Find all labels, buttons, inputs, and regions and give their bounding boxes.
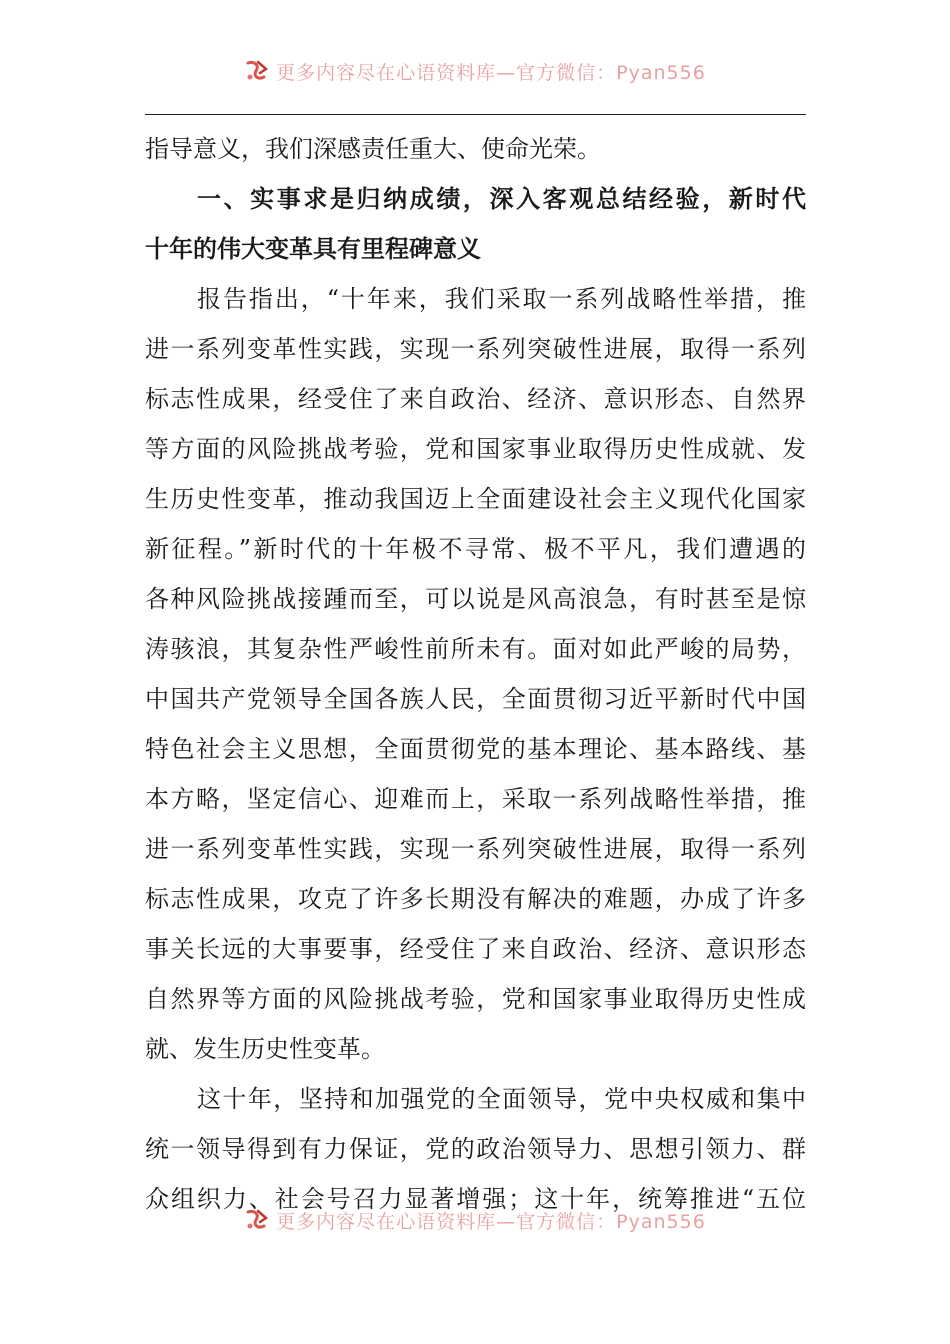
watermark-footer [0,1205,950,1235]
paragraph-line: 特色社会主义思想，全面贯彻党的基本理论、基本路线、基 [145,735,806,763]
paragraph-line: 中国共产党领导全国各族人民，全面贯彻习近平新时代中国 [145,685,806,713]
paragraph-line: 标志性成果，攻克了许多长期没有解决的难题，办成了许多 [145,885,806,913]
paragraph-line: 这十年，坚持和加强党的全面领导，党中央权威和集中 [197,1085,806,1113]
paragraph-line: 涛骇浪，其复杂性严峻性前所未有。面对如此严峻的局势， [145,635,806,663]
paragraph-line: 各种风险挑战接踵而至，可以说是风高浪急，有时甚至是惊 [145,585,806,613]
document-body [145,124,806,1224]
watermark-text: 更多内容尽在心语资料库—官方微信：Pyan556 [276,1210,706,1233]
watermark-header [0,56,950,86]
seal-logo-icon [244,59,272,83]
paragraph-line: 进一系列变革性实践，实现一系列突破性进展，取得一系列 [145,835,806,863]
paragraph-line: 新征程。”新时代的十年极不寻常、极不平凡，我们遭遇的 [145,535,806,563]
paragraph-line: 进一系列变革性实践，实现一系列突破性进展，取得一系列 [145,335,806,363]
header-divider [145,114,806,115]
paragraph-line: 报告指出，“十年来，我们采取一系列战略性举措，推 [197,285,806,313]
paragraph-line: 等方面的风险挑战考验，党和国家事业取得历史性成就、发 [145,435,806,463]
paragraph-line: 生历史性变革，推动我国迈上全面建设社会主义现代化国家 [145,485,806,513]
section-heading: 一、实事求是归纳成绩，深入客观总结经验，新时代 [197,185,806,213]
paragraph-line: 自然界等方面的风险挑战考验，党和国家事业取得历史性成 [145,985,806,1013]
paragraph-line: 统一领导得到有力保证，党的政治领导力、思想引领力、群 [145,1135,806,1163]
paragraph-line: 就、发生历史性变革。 [145,1035,385,1063]
watermark-text: 更多内容尽在心语资料库—官方微信：Pyan556 [276,61,706,84]
paragraph-line: 事关长远的大事要事，经受住了来自政治、经济、意识形态 [145,935,806,963]
paragraph-line: 标志性成果，经受住了来自政治、经济、意识形态、自然界 [145,385,806,413]
section-heading-continued: 十年的伟大变革具有里程碑意义 [145,235,481,263]
paragraph-line: 众组织力、社会号召力显著增强；这十年，统筹推进“五位 [145,1185,806,1213]
seal-logo-icon [244,1208,272,1232]
paragraph-line: 指导意义，我们深感责任重大、使命光荣。 [145,135,601,163]
paragraph-line: 本方略，坚定信心、迎难而上，采取一系列战略性举措，推 [145,785,806,813]
